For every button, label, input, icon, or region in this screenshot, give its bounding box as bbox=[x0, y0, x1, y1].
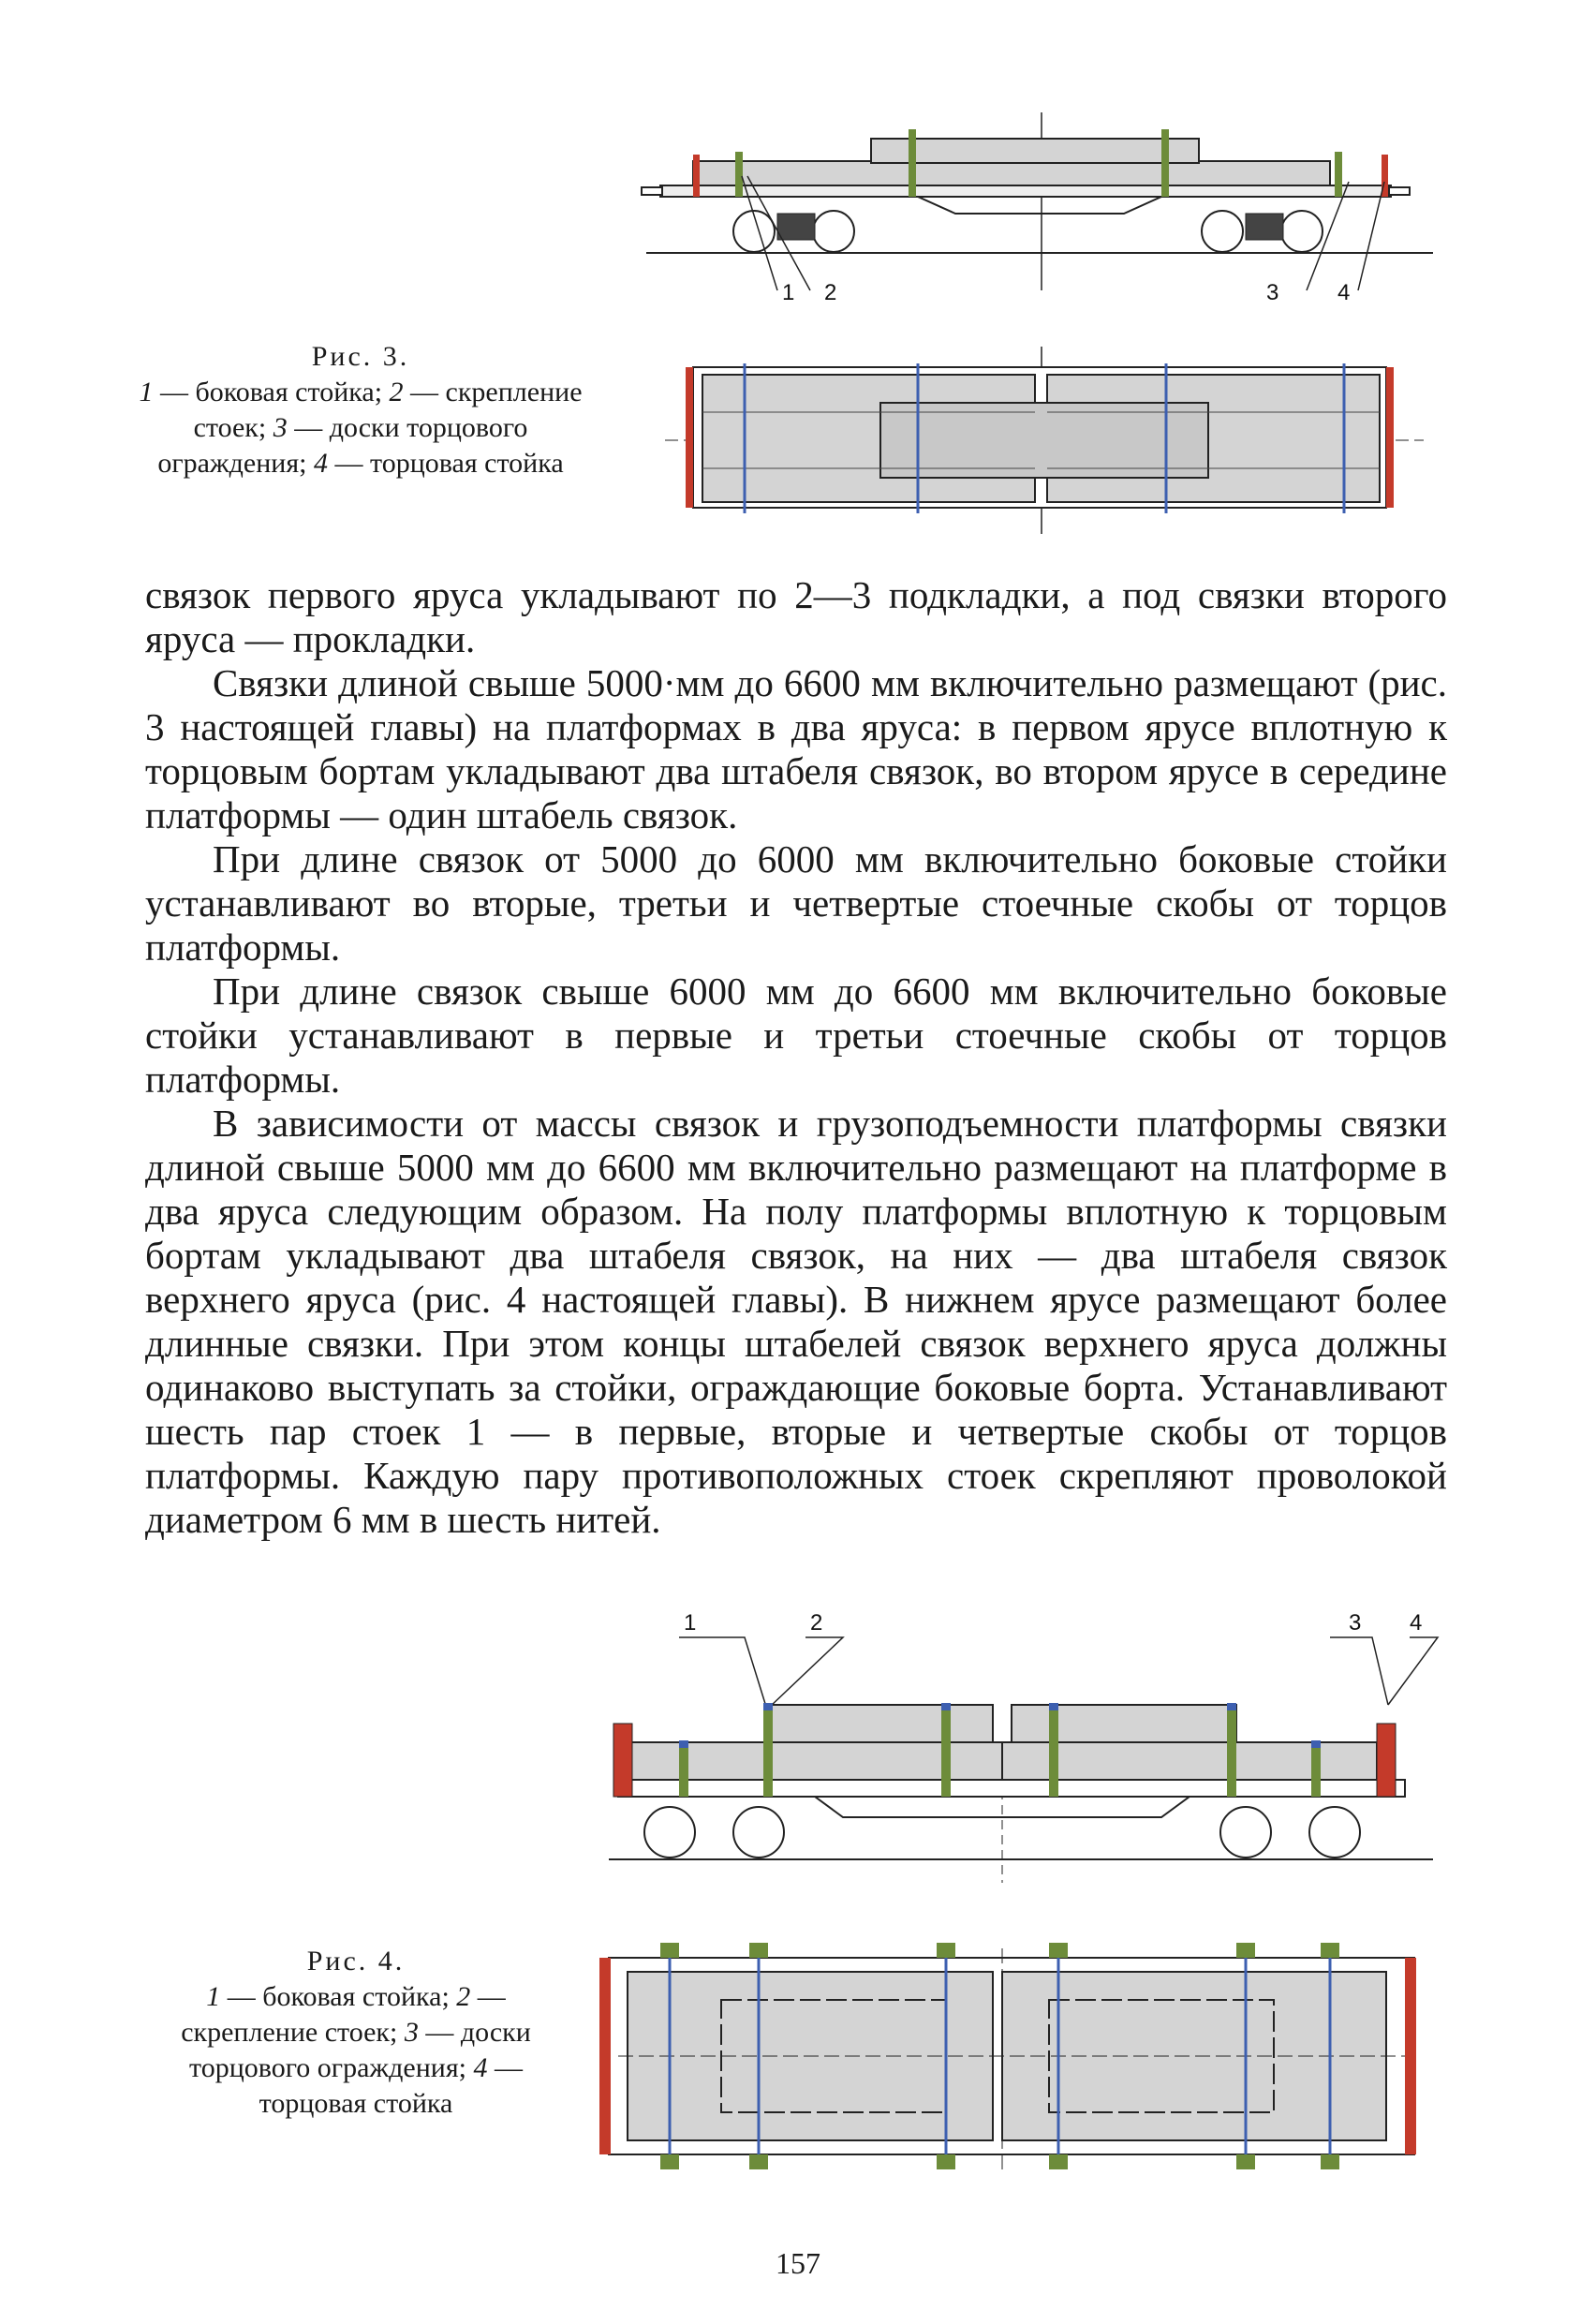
paragraph-4: При длине связок свыше 6000 мм до 6600 мм включительно боковые стойки устанавливают в первые и третьи стоечные скобы от торцов платформы. bbox=[145, 970, 1447, 1101]
figure3-top-view bbox=[646, 347, 1442, 534]
paragraph-5: В зависимости от массы связок и грузоподъемности платформы связки длиной свыше 5000 мм до 6600 мм включительно размещают на платформе в два яруса следующим образом. На полу платформы вплотную к торцовым бортам укладывают два штабеля связок, на них — два штабеля связок верхнего яруса (рис. 4 настоящей главы). В нижнем ярусе размещают более длинные связки. При этом концы штабелей связок верхнего яруса должны одинаково выступать за стойки, ограждающие боковые борта. Устанавливают шесть пар стоек 1 — в первые, вторые и четвертые скобы от торцов платформы. Каждую пару противоположных стоек скрепляют проволокой диаметром 6 мм в шесть нитей. bbox=[145, 1102, 1447, 1541]
figure3-side-view bbox=[637, 103, 1442, 318]
fig3-callout-3: 3 bbox=[1266, 280, 1279, 305]
figure4-caption bbox=[140, 1944, 571, 2122]
fig3-callout-2: 2 bbox=[824, 280, 837, 305]
paragraph-2: Связки длиной свыше 5000·мм до 6600 мм включительно размещают (рис. 3 настоящей главы) на платформах в два яруса: в первом ярусе вплотную к торцовым бортам укладывают два штабеля связок, во втором ярусе в середине платформы — один штабель связок. bbox=[145, 661, 1447, 836]
body-text bbox=[145, 573, 1447, 1542]
fig4-legend-num-2: 2 bbox=[456, 1981, 471, 2012]
fig4-legend-num-3: 3 bbox=[404, 2017, 419, 2048]
fig3-legend-text-3: — доски торцового ограждения; bbox=[157, 412, 528, 479]
fig4-callout-3: 3 bbox=[1349, 1610, 1362, 1636]
fig3-legend-text-4: — торцовая стойка bbox=[327, 448, 564, 479]
fig4-callout-1: 1 bbox=[684, 1610, 697, 1636]
fig4-legend-text-3: — доски торцового ограждения; bbox=[189, 2017, 531, 2083]
figure3-legend bbox=[136, 375, 585, 481]
figure4-title: Рис. 4. bbox=[306, 1946, 406, 1976]
fig3-legend-text-1: — боковая стойка; bbox=[153, 377, 390, 407]
figure3-caption bbox=[136, 339, 585, 481]
figure4-legend bbox=[140, 1979, 571, 2122]
fig4-legend-text-1: — боковая стойка; bbox=[220, 1981, 457, 2012]
page-number: 157 bbox=[776, 2246, 820, 2280]
fig3-legend-num-2: 2 bbox=[389, 377, 404, 407]
figure3-title: Рис. 3. bbox=[311, 341, 410, 372]
fig3-callout-1: 1 bbox=[782, 280, 795, 305]
fig3-legend-num-1: 1 bbox=[139, 377, 154, 407]
fig4-legend-num-4: 4 bbox=[473, 2052, 488, 2083]
fig4-callout-2: 2 bbox=[810, 1610, 823, 1636]
fig4-legend-text-4: — торцовая стойка bbox=[259, 2052, 523, 2119]
fig4-legend-num-1: 1 bbox=[206, 1981, 221, 2012]
fig3-legend-num-3: 3 bbox=[273, 412, 288, 443]
figure4-top-view bbox=[599, 1930, 1424, 2211]
fig4-legend-text-2: — скрепление стоек; bbox=[181, 1981, 506, 2048]
fig4-callout-4: 4 bbox=[1410, 1610, 1423, 1636]
paragraph-3: При длине связок от 5000 до 6000 мм включительно боковые стойки устанавливают во вторые, третьи и четвертые стоечные скобы от торцов платформы. bbox=[145, 837, 1447, 969]
fig3-legend-num-4: 4 bbox=[313, 448, 328, 479]
paragraph-1: связок первого яруса укладывают по 2—3 подкладки, а под связки второго яруса — прокладки. bbox=[145, 573, 1447, 660]
fig3-legend-text-2: — скрепление стоек; bbox=[193, 377, 583, 443]
fig3-callout-4: 4 bbox=[1337, 280, 1351, 305]
figure4-side-view bbox=[599, 1602, 1442, 1883]
